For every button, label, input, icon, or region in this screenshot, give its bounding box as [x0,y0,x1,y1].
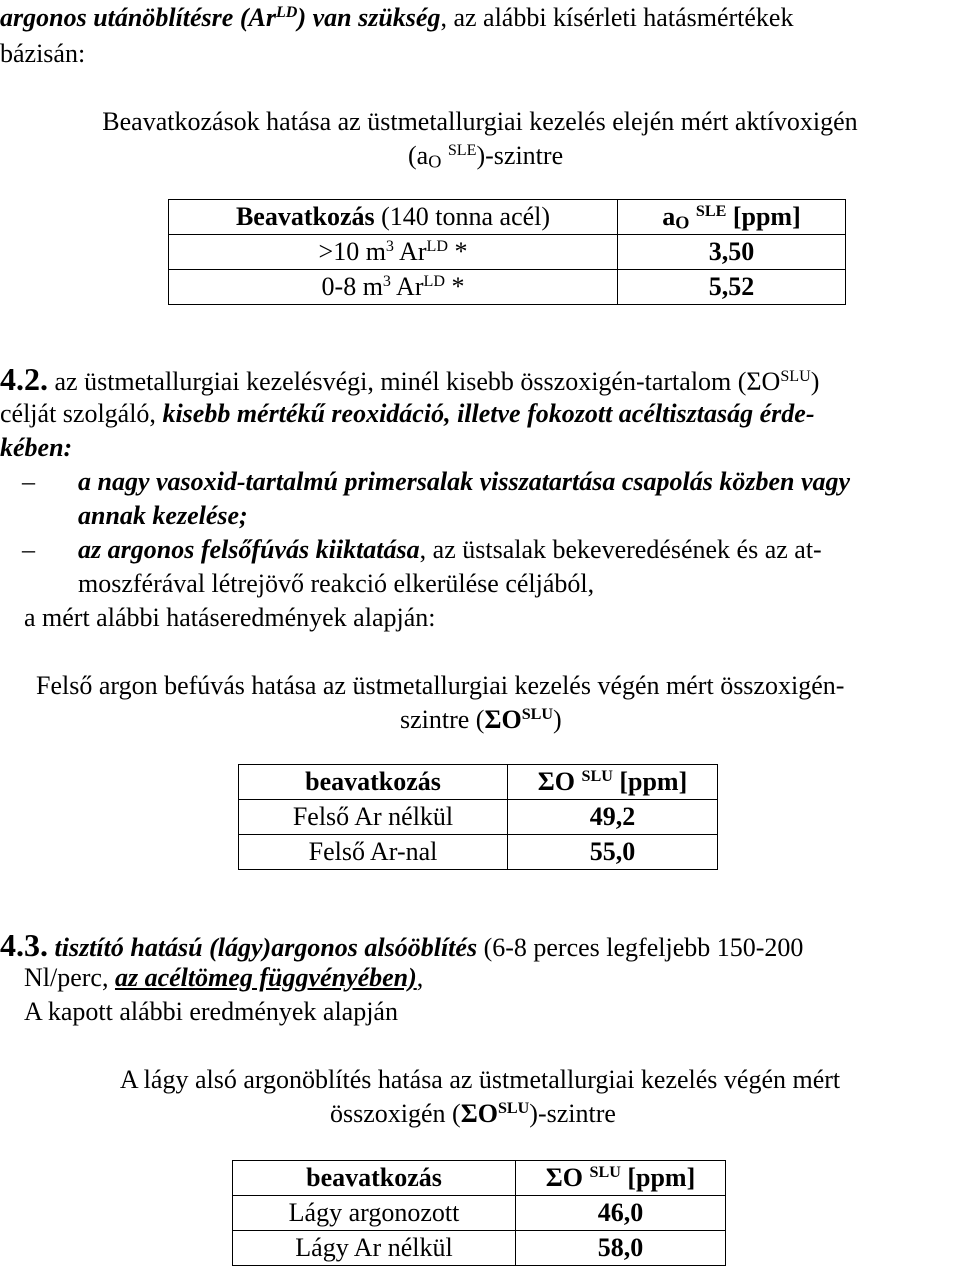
caption-2-bold: ΣO [484,705,522,734]
table-1-row-2-value: 5,52 [618,270,846,305]
section-text: Nl/perc, [24,963,115,992]
table-2-row-1-label: Felső Ar nélkül [239,800,508,835]
section-number: 4.3. [0,927,48,963]
cell-text: Ar [393,237,427,267]
table-row [233,1231,726,1266]
intro-text: argonos utánöblítésre (Ar [0,3,276,32]
table-2-row-2-value: 55,0 [508,835,718,870]
section-4-2-closing: a mért alábbi hatáseredmények alapján: [24,603,436,632]
header-symbol: ΣO [545,1163,583,1193]
table-3-row-1-label: Lágy argonozott [233,1196,516,1231]
header-sup: SLE [695,203,727,221]
table-3-row-2-label: Lágy Ar nélkül [233,1231,516,1266]
table-3 [232,1160,726,1266]
table-row [233,1161,726,1196]
caption-1-text: (a [408,141,429,170]
section-4-3-line-3: A kapott alábbi eredmények alapján [24,997,398,1026]
header-unit: [ppm] [620,1163,696,1193]
header-symbol: ΣO [537,767,575,797]
table-row [239,800,718,835]
table-1-row-2-label [169,270,618,305]
caption-1-sup: SLE [447,142,477,160]
table-1-header-col-2 [618,200,846,235]
cell-text: * [444,272,465,302]
section-text: , [416,963,424,992]
table-3-header-col-2 [516,1161,726,1196]
caption-2-text-c: ) [553,705,562,734]
caption-3-line-2 [330,1098,616,1129]
bullet-emphasis: az argonos felsőfúvás kiiktatása [78,535,420,564]
table-row [169,270,846,305]
header-bold: Beavatkozás [235,202,375,232]
cell-text: >10 m [318,237,386,267]
intro-sup: LD [275,4,298,22]
bullet-2-line-1 [78,534,822,565]
bullet-2-line-2: moszférával létrejövő reakció elkerülése céljából, [78,569,595,598]
bullet-dash: – [22,467,35,496]
cell-text: * [447,237,468,267]
caption-3-bold: ΣO [460,1099,498,1128]
table-2-row-1-value: 49,2 [508,800,718,835]
table-row [239,835,718,870]
bullet-1-line-2: annak kezelése; [78,501,248,530]
intro-line-2: bázisán: [0,39,86,68]
section-text: az üstmetallurgiai kezelésvégi, minél kisebb összoxigén-tartalom (ΣO [54,367,781,396]
table-2 [238,764,718,870]
section-4-3-line-1 [0,926,960,964]
bullet-1-line-1: a nagy vasoxid-tartalmú primersalak visszatartása csapolás közben vagy [78,467,851,496]
section-emphasis: az acéltömeg függvényében) [114,963,417,992]
section-text-b: ) [810,367,820,396]
table-2-header-col-2 [508,765,718,800]
caption-1-text-b: )-szintre [476,141,564,170]
caption-1-sub: O [428,151,442,172]
cell-text: 0-8 m [321,272,383,302]
table-3-header-col-1: beavatkozás [233,1161,516,1196]
section-text: célját szolgáló, [0,399,163,428]
caption-1-line-1: Beavatkozások hatása az üstmetallurgiai kezelés elején mért aktívoxigén [102,107,858,136]
header-unit: [ppm] [726,202,801,232]
table-2-row-2-label: Felső Ar-nal [239,835,508,870]
caption-3-sup: SLU [497,1100,530,1118]
table-row [169,200,846,235]
table-row [233,1196,726,1231]
section-number: 4.2. [0,361,48,397]
caption-2-line-1: Felső argon befúvás hatása az üstmetallurgiai kezelés végén mért összoxigén- [36,671,845,700]
cell-sup: 3 [385,238,394,256]
section-text: (6-8 perces legfeljebb 150-200 [477,933,804,962]
header-sup: SLU [581,768,613,786]
bullet-dash: – [22,535,35,564]
section-4-2-line-2 [0,398,815,429]
intro-text-c: , az alábbi kísérleti hatásmértékek [440,3,794,32]
cell-sup: LD [426,238,448,256]
caption-3-text: összoxigén ( [330,1099,461,1128]
caption-3-text-c: )-szintre [529,1099,616,1128]
table-3-row-2-value: 58,0 [516,1231,726,1266]
header-sub: O [675,213,690,234]
section-4-3-line-2 [24,962,423,993]
caption-2-line-2 [400,704,562,735]
table-1-header-col-1 [169,200,618,235]
section-4-2-line-1 [0,360,819,398]
caption-3-line-1: A lágy alsó argonöblítés hatása az üstmetallurgiai kezelés végén mért [119,1065,841,1094]
header-sup: SLU [589,1164,621,1182]
cell-sup: LD [423,273,445,291]
caption-1-line-2 [408,140,563,171]
section-sup: SLU [780,368,811,386]
cell-text: Ar [390,272,424,302]
table-1-row-1-label [169,235,618,270]
table-row [239,765,718,800]
section-emphasis: kisebb mértékű reoxidáció, illetve fokozott acéltisztaság érde- [162,399,815,428]
bullet-text: , az üstsalak bekeveredésének és az at- [419,535,822,564]
table-1-row-1-value: 3,50 [618,235,846,270]
header-a: a [662,202,676,232]
caption-2-sup: SLU [521,706,554,724]
table-row [169,235,846,270]
header-unit: [ppm] [612,767,688,797]
table-3-row-1-value: 46,0 [516,1196,726,1231]
cell-sup: 3 [382,273,391,291]
section-emphasis: tisztító hatású (lágy)argonos alsóöblítés [54,933,478,962]
intro-text-b: ) van szükség [297,3,441,32]
table-2-header-col-1: beavatkozás [239,765,508,800]
caption-2-text: szintre ( [400,705,485,734]
section-4-2-line-3: kében: [0,433,73,462]
table-1 [168,199,846,305]
header-rest: (140 tonna acél) [374,202,551,232]
intro-line-1 [0,2,793,33]
